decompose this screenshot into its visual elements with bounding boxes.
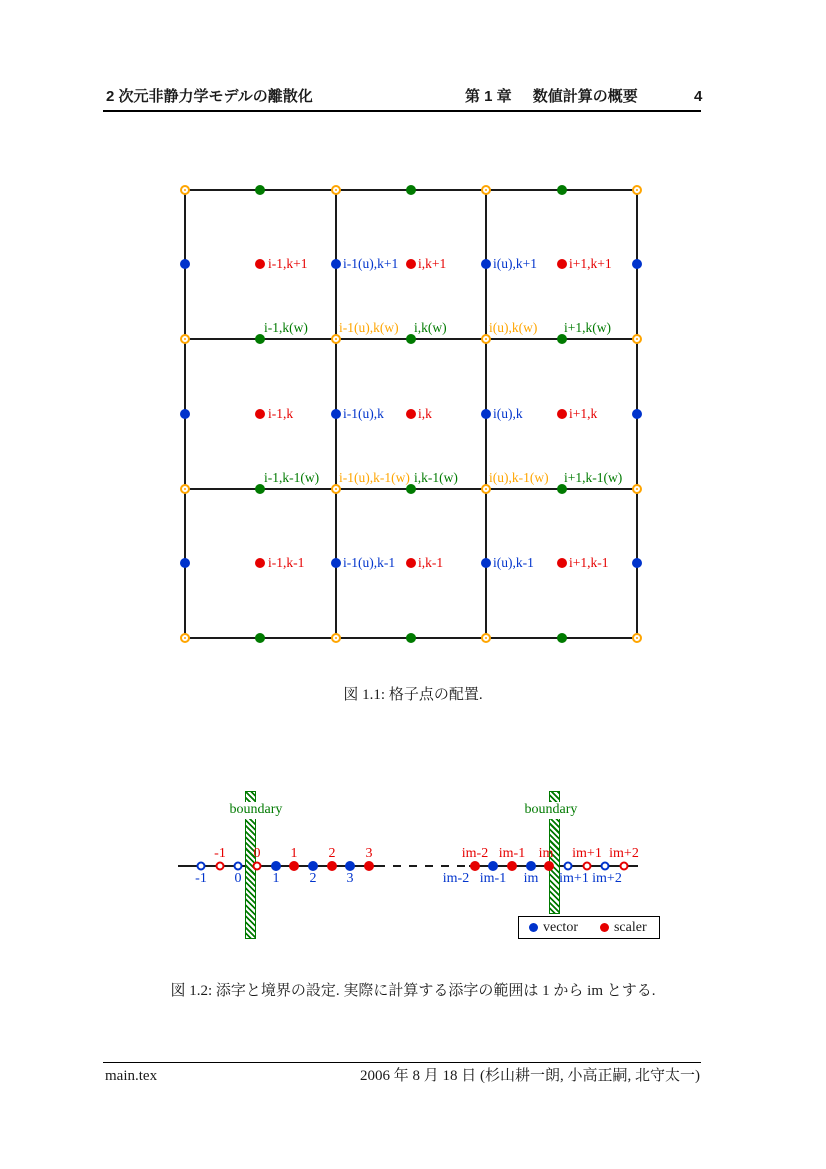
corner-point: [632, 334, 642, 344]
corner-point: [481, 185, 491, 195]
running-head-right: [465, 88, 638, 106]
w-point: [557, 633, 567, 643]
scalar-point: [255, 259, 265, 269]
index-label-bottom: im-1: [479, 871, 507, 886]
index-label-top: im-2: [461, 846, 489, 861]
w-point: [255, 185, 265, 195]
boundary-label-left: boundary: [227, 802, 286, 819]
figure1-caption: 図 1.1: 格子点の配置.: [343, 687, 483, 703]
index-label-bottom: im+2: [592, 871, 622, 886]
corner-point: [180, 484, 190, 494]
corner-point: [632, 484, 642, 494]
w-point: [255, 633, 265, 643]
index-label-top: -1: [214, 846, 226, 861]
grid-label: i+1,k+1: [569, 256, 612, 271]
scalar-point: [364, 861, 374, 871]
index-label-top: im+1: [572, 846, 602, 861]
scalar-point: [557, 259, 567, 269]
figure2-caption: 図 1.2: 添字と境界の設定. 実際に計算する添字の範囲は 1 から im とする.: [170, 983, 656, 999]
corner-point: [331, 633, 341, 643]
u-point: [481, 409, 491, 419]
u-point: [331, 259, 341, 269]
scalar-point: [544, 861, 554, 871]
grid-label: i-1,k-1: [268, 555, 305, 570]
corner-point: [632, 633, 642, 643]
vector-point: [271, 861, 281, 871]
grid-label: i-1(u),k: [343, 406, 384, 421]
chapter-title: 数値計算の概要: [532, 88, 638, 105]
footer-date-authors: 2006 年 8 月 18 日 (杉山耕一朗, 小高正嗣, 北守太一): [360, 1068, 700, 1084]
grid-label: i(u),k(w): [489, 320, 538, 335]
index-label-bottom: im: [523, 871, 539, 886]
grid-label: i+1,k(w): [564, 320, 611, 335]
axis-dashed-line: [377, 865, 469, 867]
scalar-point: [470, 861, 480, 871]
scalar-point: [507, 861, 517, 871]
footer-rule: [103, 1062, 701, 1063]
vector-ghost-point: [564, 862, 573, 871]
chapter-number: 第 1 章: [465, 88, 512, 105]
grid-label: i-1(u),k-1(w): [339, 470, 410, 485]
grid-label: i-1,k+1: [268, 256, 308, 271]
footer-filename: main.tex: [105, 1068, 158, 1084]
vector-point: [526, 861, 536, 871]
index-label-top: im+2: [609, 846, 639, 861]
u-point: [481, 259, 491, 269]
index-label-bottom: im+1: [559, 871, 589, 886]
index-label-top: 2: [328, 846, 336, 861]
scalar-ghost-point: [216, 862, 225, 871]
scalar-ghost-point: [620, 862, 629, 871]
u-point: [632, 259, 642, 269]
index-label-bottom: im-2: [442, 871, 470, 886]
grid-label: i-1(u),k-1: [343, 555, 396, 570]
index-label-top: 0: [253, 846, 261, 861]
index-label-top: im: [538, 846, 554, 861]
corner-point: [331, 185, 341, 195]
index-label-bottom: 1: [272, 871, 280, 886]
scalar-point: [289, 861, 299, 871]
corner-point: [180, 185, 190, 195]
corner-point: [180, 633, 190, 643]
vector-ghost-point: [197, 862, 206, 871]
vector-point: [345, 861, 355, 871]
scalar-point: [255, 409, 265, 419]
scalar-ghost-point: [583, 862, 592, 871]
scalar-point: [406, 409, 416, 419]
boundary-label-right: boundary: [522, 802, 581, 819]
u-point: [632, 409, 642, 419]
grid-label: i,k+1: [418, 256, 447, 271]
w-point: [557, 185, 567, 195]
grid-label: i+1,k-1: [569, 555, 609, 570]
vector-ghost-point: [234, 862, 243, 871]
u-point: [632, 558, 642, 568]
grid-label: i+1,k-1(w): [564, 470, 623, 485]
w-point: [406, 633, 416, 643]
legend-vector-dot: [529, 923, 538, 932]
scalar-point: [255, 558, 265, 568]
index-label-top: im-1: [498, 846, 526, 861]
legend-box: [518, 916, 660, 939]
grid-label: i(u),k: [493, 406, 523, 421]
grid-label: i+1,k: [569, 406, 598, 421]
scalar-point: [406, 558, 416, 568]
index-label-bottom: 2: [309, 871, 317, 886]
grid-label: i-1,k-1(w): [264, 470, 320, 485]
index-label-top: 1: [290, 846, 298, 861]
u-point: [180, 558, 190, 568]
u-point: [331, 409, 341, 419]
u-point: [180, 409, 190, 419]
grid-label: i(u),k-1: [493, 555, 534, 570]
grid-label: i,k-1(w): [414, 470, 458, 485]
vector-point: [488, 861, 498, 871]
u-point: [180, 259, 190, 269]
grid-label: i(u),k-1(w): [489, 470, 549, 485]
u-point: [481, 558, 491, 568]
grid-label: i-1(u),k(w): [339, 320, 399, 335]
scalar-point: [406, 259, 416, 269]
legend-scaler-label: scaler: [613, 919, 647, 935]
page-number: 4: [694, 88, 703, 105]
running-head-left: 2 次元非静力学モデルの離散化: [106, 88, 313, 105]
grid-label: i-1,k(w): [264, 320, 308, 335]
grid-label: i,k(w): [414, 320, 447, 335]
scalar-point: [557, 558, 567, 568]
w-point: [406, 185, 416, 195]
grid-label: i,k-1: [418, 555, 444, 570]
vector-point: [308, 861, 318, 871]
scalar-ghost-point: [253, 862, 262, 871]
scalar-point: [557, 409, 567, 419]
index-label-bottom: 3: [346, 871, 354, 886]
grid-label: i,k: [418, 406, 432, 421]
grid-label: i(u),k+1: [493, 256, 537, 271]
header-rule: [103, 110, 701, 112]
grid-label: i-1(u),k+1: [343, 256, 399, 271]
vector-ghost-point: [601, 862, 610, 871]
scalar-point: [327, 861, 337, 871]
corner-point: [632, 185, 642, 195]
legend-vector-label: vector: [543, 919, 578, 935]
corner-point: [180, 334, 190, 344]
index-label-bottom: -1: [195, 871, 207, 886]
index-label-bottom: 0: [234, 871, 242, 886]
grid-label: i-1,k: [268, 406, 294, 421]
u-point: [331, 558, 341, 568]
index-label-top: 3: [365, 846, 373, 861]
legend-scaler-dot: [600, 923, 609, 932]
corner-point: [481, 633, 491, 643]
